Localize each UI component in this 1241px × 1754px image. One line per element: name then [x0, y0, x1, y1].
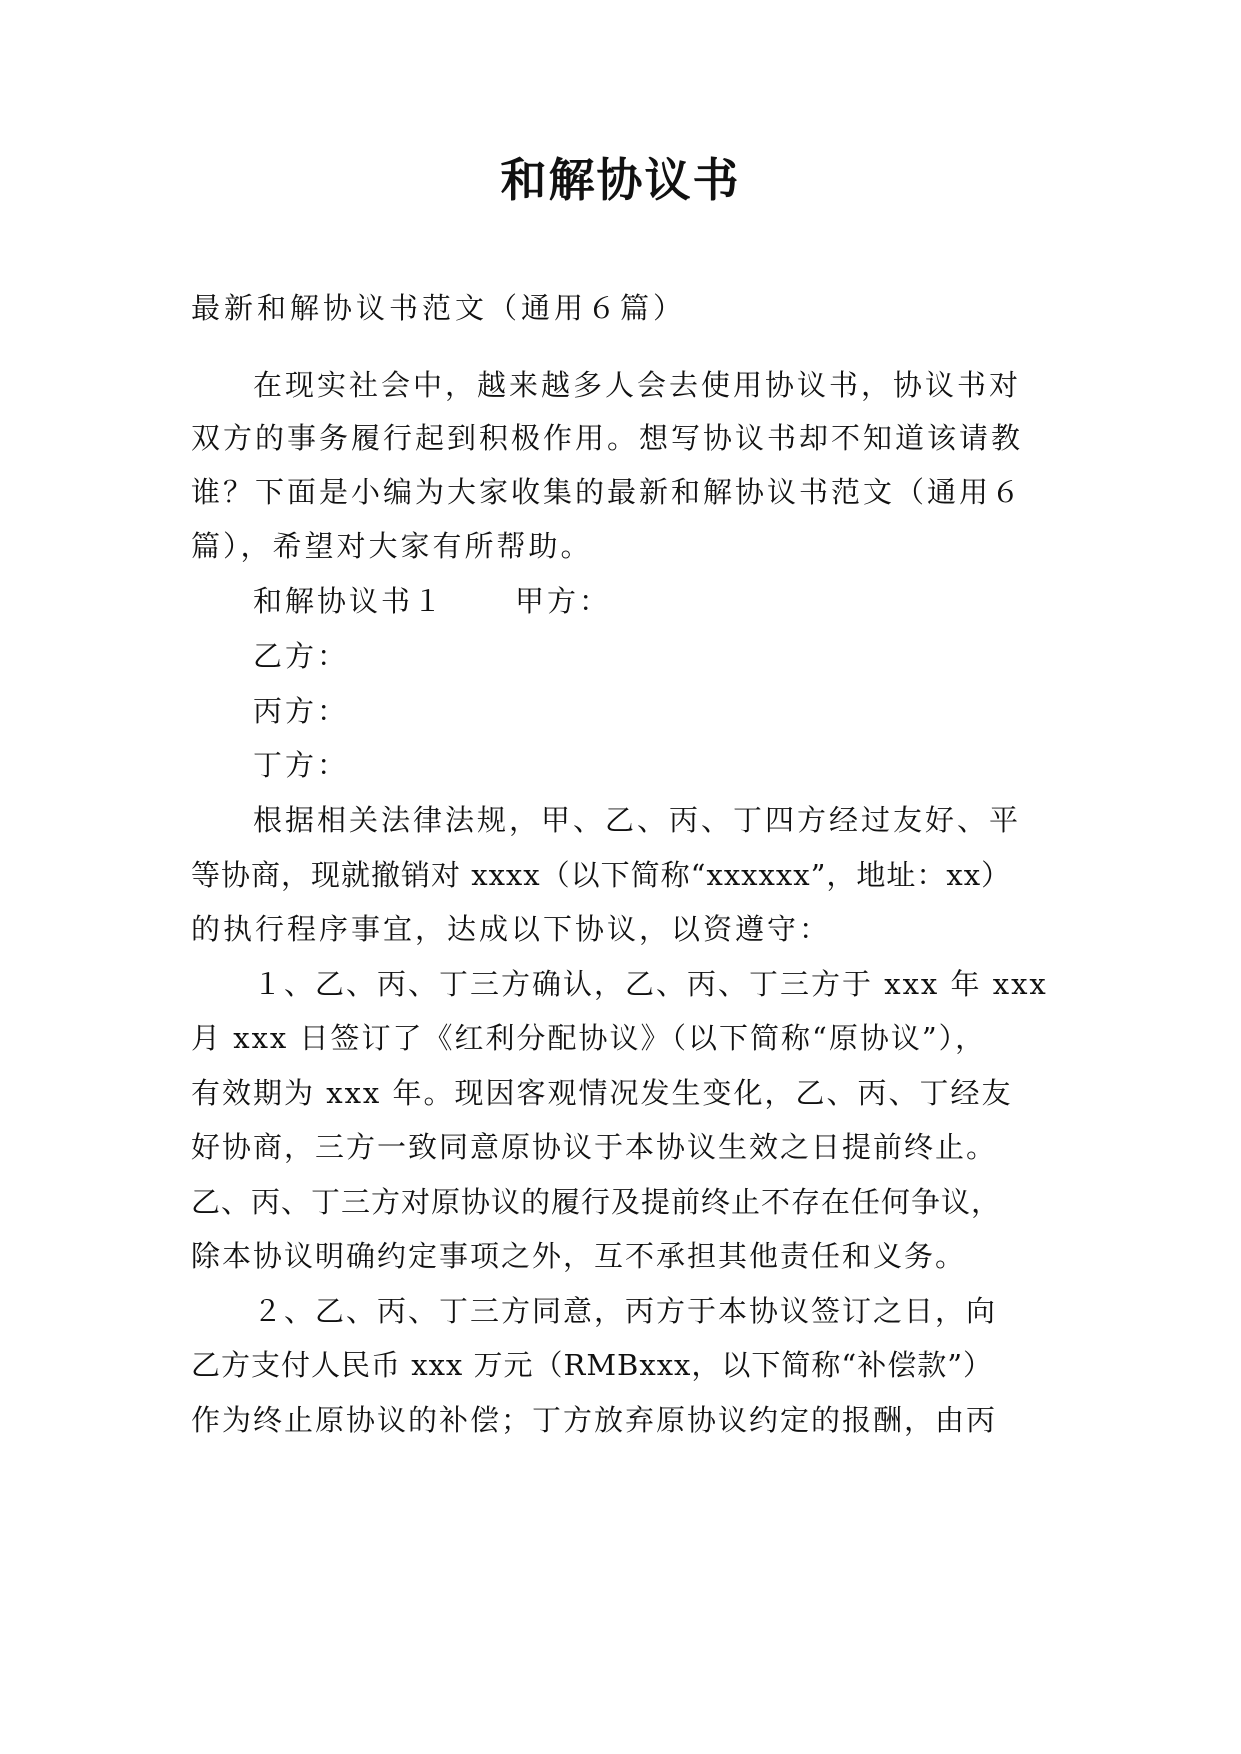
clause1-line-2: 月 xxx 日签订了《红利分配协议》（以下简称“原协议”）， — [191, 1021, 987, 1055]
clause1-line-3: 有效期为 xxx 年。现因客观情况发生变化，乙、丙、丁经友 — [191, 1076, 1013, 1110]
clause2-line-1: ２、乙、丙、丁三方同意，丙方于本协议签订之日，向 — [253, 1294, 998, 1328]
para1-line-2: 等协商，现就撤销对 xxxx（以下简称“xxxxxx”，地址：xx） — [191, 858, 1012, 892]
party-d-label: 丁方： — [253, 748, 350, 782]
party-b-label: 乙方： — [253, 639, 350, 673]
clause2-line-2: 乙方支付人民币 xxx 万元（RMBxxx，以下简称“补偿款”） — [191, 1348, 994, 1382]
clause1-line-4: 好协商，三方一致同意原协议于本协议生效之日提前终止。 — [191, 1130, 998, 1164]
agreement-heading: 和解协议书１ — [253, 584, 446, 618]
clause1-line-6: 除本协议明确约定事项之外，互不承担其他责任和义务。 — [191, 1239, 967, 1273]
document-subtitle: 最新和解协议书范文（通用６篇） — [191, 291, 687, 325]
clause1-line-1: １、乙、丙、丁三方确认，乙、丙、丁三方于 xxx 年 xxx — [253, 967, 1048, 1001]
party-a-label: 甲方： — [515, 584, 612, 618]
intro-line-3: 谁？下面是小编为大家收集的最新和解协议书范文（通用６ — [191, 475, 1024, 509]
intro-line-2: 双方的事务履行起到积极作用。想写协议书却不知道该请教 — [191, 421, 1024, 455]
clause1-line-5: 乙、丙、丁三方对原协议的履行及提前终止不存在任何争议， — [191, 1185, 1002, 1219]
document-title: 和解协议书 — [500, 153, 741, 207]
para1-line-1: 根据相关法律法规，甲、乙、丙、丁四方经过友好、平 — [253, 803, 1022, 837]
agreement-heading-row — [253, 581, 611, 621]
intro-line-4: 篇），希望对大家有所帮助。 — [191, 529, 593, 563]
party-c-label: 丙方： — [253, 694, 350, 728]
intro-line-1: 在现实社会中，越来越多人会去使用协议书，协议书对 — [253, 368, 1022, 402]
clause2-line-3: 作为终止原协议的补偿；丁方放弃原协议约定的报酬，由丙 — [191, 1403, 998, 1437]
para1-line-3: 的执行程序事宜，达成以下协议，以资遵守： — [191, 912, 832, 946]
